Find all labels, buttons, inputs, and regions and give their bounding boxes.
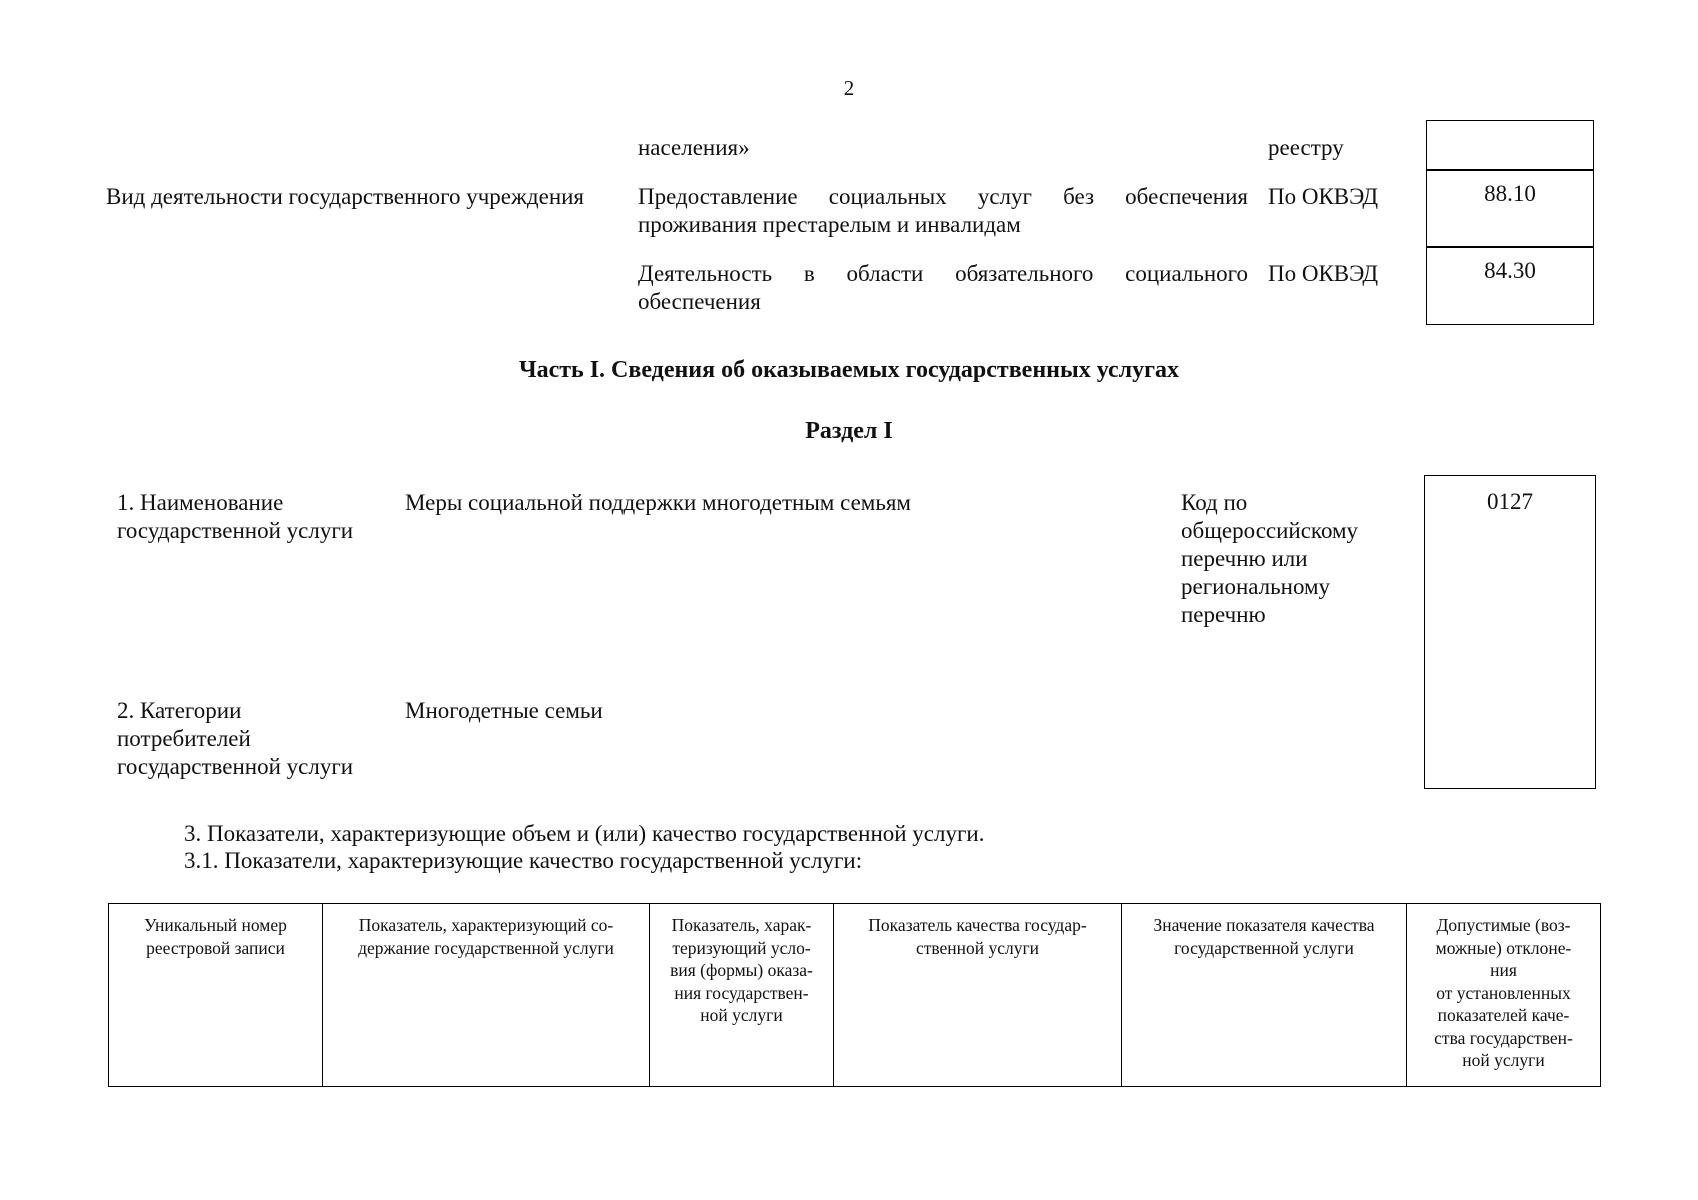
part-title: Часть I. Сведения об оказываемых государственных услугах bbox=[518, 357, 1180, 383]
column-header-line: ственной услуги bbox=[915, 937, 1040, 958]
activity-row-1-ref: По ОКВЭД bbox=[1268, 184, 1379, 209]
activity-row-1-line2: проживания престарелым и инвалидам bbox=[638, 212, 1021, 237]
service-code-label-line5: перечню bbox=[1181, 602, 1266, 627]
column-header-line: ной услуги bbox=[1462, 1050, 1545, 1070]
activity-row-1-line1: Предоставление социальных услуг без обеспечения bbox=[638, 184, 1248, 209]
column-header-line: государственной услуги bbox=[1174, 937, 1354, 958]
service-name-label bbox=[117, 489, 353, 545]
quality-table-header-row bbox=[109, 904, 1601, 1087]
page-number: 2 bbox=[843, 76, 855, 100]
service-code-label-line2: общероссийскому bbox=[1181, 518, 1359, 543]
column-header-line: ния bbox=[1490, 960, 1517, 980]
column-header-line: Показатель качества государ- bbox=[868, 915, 1087, 935]
activity-code-box-blank bbox=[1426, 120, 1594, 171]
column-header-line: ства государствен- bbox=[1434, 1027, 1573, 1048]
column-header-line: держание государственной услуги bbox=[358, 937, 614, 958]
column-header-allowed-deviations bbox=[1407, 904, 1601, 1087]
indicators-heading-3-1: 3.1. Показатели, характеризующие качество государственной услуги: bbox=[184, 848, 863, 873]
activity-continuation-ref: реестру bbox=[1268, 135, 1344, 160]
column-header-line: от установленных bbox=[1436, 982, 1571, 1003]
activity-row-2-ref: По ОКВЭД bbox=[1268, 261, 1379, 286]
service-name-value: Меры социальной поддержки многодетным семьям bbox=[405, 490, 911, 515]
service-code-label-line4: региональному bbox=[1181, 574, 1331, 599]
consumers-label bbox=[117, 697, 353, 781]
column-header-line: ной услуги bbox=[700, 1005, 783, 1025]
column-header-line: вия (формы) оказа- bbox=[670, 960, 813, 980]
column-header-line: показателей каче- bbox=[1437, 1005, 1570, 1025]
column-header-content-indicator bbox=[323, 904, 650, 1087]
column-header-line: Значение показателя качества bbox=[1153, 915, 1375, 935]
activity-row-2-line2: обеспечения bbox=[638, 289, 761, 314]
column-header-unique-number bbox=[109, 904, 323, 1087]
column-header-line: Показатель, характеризующий со- bbox=[358, 915, 614, 935]
activity-row-2-line1: Деятельность в области обязательного социального bbox=[638, 261, 1248, 286]
column-header-line: Допустимые (воз- bbox=[1436, 915, 1571, 935]
column-header-line: можные) отклоне- bbox=[1435, 937, 1572, 958]
service-code-label-line1: Код по bbox=[1181, 490, 1248, 515]
service-code-box bbox=[1424, 475, 1596, 789]
activity-code-2: 84.30 bbox=[1484, 258, 1536, 283]
column-header-line: Показатель, харак- bbox=[671, 915, 812, 935]
column-header-quality-indicator bbox=[834, 904, 1122, 1087]
indicators-heading-3: 3. Показатели, характеризующие объем и (или) качество государственной услуги. bbox=[184, 821, 985, 846]
column-header-line: теризующий усло- bbox=[672, 937, 811, 958]
consumers-label-line2: потребителей bbox=[117, 726, 251, 751]
column-header-conditions-indicator bbox=[650, 904, 834, 1087]
service-code-label bbox=[1181, 489, 1358, 629]
activity-code-1: 88.10 bbox=[1484, 181, 1536, 206]
column-header-line: Уникальный номер bbox=[144, 915, 287, 935]
service-code-value: 0127 bbox=[1487, 489, 1533, 514]
service-name-label-line2: государственной услуги bbox=[117, 518, 354, 543]
activity-code-box-2 bbox=[1426, 246, 1594, 325]
activity-continuation-text: населения» bbox=[638, 135, 750, 160]
consumers-label-line3: государственной услуги bbox=[117, 754, 354, 779]
column-header-quality-value bbox=[1122, 904, 1407, 1087]
consumers-value: Многодетные семьи bbox=[405, 698, 603, 723]
quality-table bbox=[108, 903, 1601, 1087]
column-header-line: ния государствен- bbox=[674, 982, 809, 1003]
service-name-label-line1: 1. Наименование bbox=[117, 490, 284, 515]
consumers-label-line1: 2. Категории bbox=[117, 698, 242, 723]
service-code-label-line3: перечню или bbox=[1181, 546, 1308, 571]
section-title: Раздел I bbox=[805, 418, 893, 444]
column-header-line: реестровой записи bbox=[146, 937, 285, 958]
activity-label: Вид деятельности государственного учреждения bbox=[106, 184, 585, 209]
activity-code-box-1 bbox=[1426, 169, 1594, 248]
